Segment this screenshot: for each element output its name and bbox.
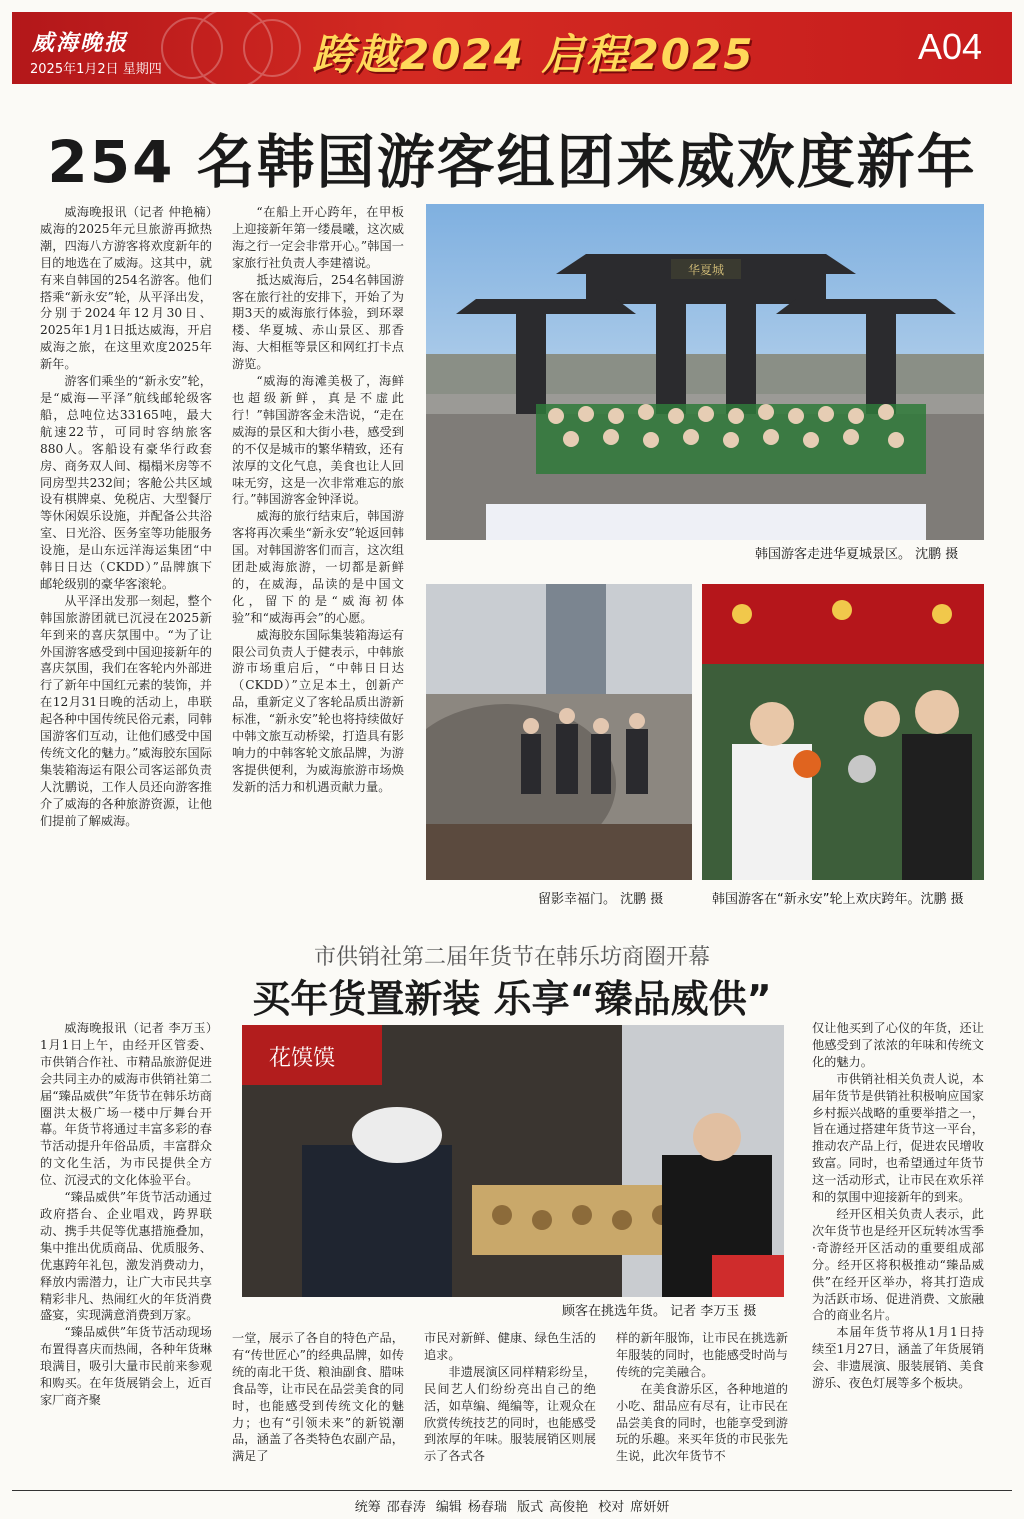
paragraph: 威海晚报讯（记者 李万玉）1月1日上午，由经开区管委、市供销合作社、市精品旅游促进会共同主办的威海市供销社第二届“臻品威供”年货节在韩乐坊商圈洪太极广场一楼中厅舞台开幕。年货节将通过丰富多彩的春节活动提升年俗品质，丰富群众的文化生活，为市民提供全方位、沉浸式的文化体验平台。 (40, 1021, 212, 1188)
paragraph: “臻品威供”年货节活动通过政府搭台、企业唱戏，跨界联动、携手共促等优惠措施叠加，集中推出优质商品、优质服务、优惠跨年礼包，激发消费动力，释放内需潜力，让广大市民共享精彩非凡、热闹红火的年货消费盛宴，实现满意消费到万家。 (40, 1190, 212, 1323)
layout-label: 版式 (517, 1500, 544, 1515)
photo3-caption: 韩国游客在“新永安”轮上欢庆跨年。沈鹏 摄 (712, 892, 964, 907)
photo-huaxia-gate (426, 204, 984, 540)
story2-column-5 (812, 1020, 984, 1392)
market-illustration (242, 1025, 784, 1297)
story2-photo-caption: 顾客在挑选年货。 记者 李万玉 摄 (562, 1304, 757, 1319)
paragraph: 一堂，展示了各自的特色产品，有“传世匠心”的经典品牌，如传统的南北干货、粮油副食、腊味食品等，让市民在品尝美食的同时，也能感受到传统文化的魅力；也有“引领未来”的新锐潮品，涵盖了各类特色农副产品，满足了 (232, 1331, 404, 1464)
story1-column-2 (232, 204, 404, 796)
paragraph: 威海胶东国际集装箱海运有限公司负责人于健表示，中韩旅游市场重启后，“中韩日日达（CKDD）”立足本土，创新产品，重新定义了客轮品质出游新标准，“新永安”轮也将持续做好中韩文旅互动桥梁，打造具有影响力的中韩客轮文旅品牌，为游客提供便利，为威海旅游市场焕发新的活力和机遇贡献力量。 (232, 627, 404, 794)
planner: 邵春涛 (386, 1500, 426, 1515)
layout-designer: 高俊艳 (549, 1500, 589, 1515)
paragraph: 市供销社相关负责人说，本届年货节是供销社积极响应国家乡村振兴战略的重要举措之一，旨在通过搭建年货节这一平台，推动农产品上行，促进农民增收致富。同时，也希望通过年货节这一活动形式，让市民在欢乐祥和的氛围中迎接新年的到来。 (812, 1071, 984, 1205)
story1-column-1 (40, 204, 212, 830)
footer-divider (12, 1490, 1012, 1491)
paragraph: “威海的海滩美极了，海鲜也超级新鲜，真是不虚此行！”韩国游客金未浩说，“走在威海的景区和大街小巷，感受到的不仅是城市的繁华精致，还有浓厚的文化气息，美食也让人回味无穷，这是一次非常难忘的旅行。”韩国游客金钟泽说。 (232, 374, 404, 507)
paragraph: “在船上开心跨年，在甲板上迎接新年第一缕晨曦，这次威海之行一定会非常开心。”韩国一家旅行社负责人李建禧说。 (232, 205, 404, 270)
photo-xingfu-gate (426, 584, 692, 880)
paragraph: 威海晚报讯（记者 仲艳楠）威海的2025年元旦旅游再掀热潮，四海八方游客将欢度新年的目的地选在了威海。这其中，就有来自韩国的254名游客。他们搭乘“新永安”轮，从平泽出发，分别于2024年12月30日、2025年1月1日抵达威海，开启威海之旅，在这里欢度2025年新年。 (40, 205, 212, 372)
proofreader: 席妍妍 (630, 1500, 670, 1515)
photo1-caption: 韩国游客走进华夏城景区。 沈鹏 摄 (755, 547, 959, 562)
xingfu-illustration (426, 584, 692, 880)
paragraph: 市民对新鲜、健康、绿色生活的追求。 (424, 1331, 596, 1362)
paragraph: 抵达威海后，254名韩国游客在旅行社的安排下，开始了为期3天的威海旅行体验，到环翠楼、华夏城、赤山景区、那香海、大相框等景区和网红打卡点游览。 (232, 272, 404, 372)
gate-illustration (426, 204, 984, 540)
paragraph: 仅让他买到了心仪的年货，还让他感受到了浓浓的年味和传统文化的魅力。 (812, 1021, 984, 1069)
page-number: A04 (917, 26, 982, 67)
paragraph: 威海的旅行结束后，韩国游客将再次乘坐“新永安”轮返回韩国。对韩国游客们而言，这次组团赴威海旅游，一切都是新鲜的，在威海，品读的是中国文化，留下的是“威海初体验”和“威海再会”的心愿。 (232, 509, 404, 625)
paragraph: “臻品威供”年货节活动现场布置得喜庆而热闹，各种年货琳琅满目，吸引大量市民前来参观和购买。在年货展销会上，近百家厂商齐聚 (40, 1325, 212, 1407)
paragraph: 本届年货节将从1月1日持续至1月27日，涵盖了年货展销会、非遗展演、服装展销、美食游乐、夜色灯展等多个板块。 (812, 1325, 984, 1391)
paragraph: 在美食游乐区，各种地道的小吃、甜品应有尽有，让市民在品尝美食的同时，也能享受到游玩的乐趣。来买年货的市民张先生说，此次年货节不 (616, 1381, 788, 1464)
story2-column-1 (40, 1020, 212, 1409)
story2-column-4 (616, 1330, 788, 1465)
newspaper-logo: 威海晚报 (32, 30, 129, 56)
paragraph: 游客们乘坐的“新永安”轮，是“威海—平泽”航线邮轮级客船，总吨位达33165吨，最大航速22节，可同时容纳旅客880人。客船设有豪华行政套房、商务双人间、榻榻米房等不同房型共232间；客舱公共区域设有棋牌桌、免税店、大型餐厅等休闲娱乐设施，并配备公共浴室、日光浴、医务室等功能服务设施，是山东远洋海运集团“中韩日日达（CKDD）”品牌旗下邮轮级别的豪华客滚轮。 (40, 374, 212, 591)
paragraph: 样的新年服饰，让市民在挑选新年服装的同时，也能感受时尚与传统的完美融合。 (616, 1331, 788, 1379)
gate-sign: 华夏城 (687, 263, 725, 277)
story1-headline: 254 名韩国游客组团来威欢度新年 (47, 128, 977, 196)
editor: 杨春瑞 (467, 1500, 507, 1515)
photo-new-year-goods (242, 1025, 784, 1297)
stall-sign: 花馍馍 (268, 1046, 336, 1071)
slogan: 跨越2024 启程2025 (312, 30, 755, 79)
planner-label: 统筹 (354, 1500, 381, 1515)
masthead-banner (12, 12, 1012, 84)
paragraph: 经开区相关负责人表示，此次年货节也是经开区玩转冰雪季·奇游经开区活动的重要组成部分。经开区将积极推动“臻品威供”在经开区举办，将其打造成为活跃市场、促进消费、文旅融合的商业名片。 (812, 1206, 984, 1323)
proof-label: 校对 (598, 1500, 625, 1515)
photo-ship-celebration (702, 584, 984, 880)
photo2-caption: 留影幸福门。 沈鹏 摄 (538, 892, 664, 907)
decorative-rings (152, 12, 312, 84)
story2-headline: 买年货置新装 乐享“臻品威供” (252, 977, 772, 1021)
story2-column-2 (232, 1330, 404, 1465)
paragraph: 非遗展演区同样精彩纷呈，民间艺人们纷纷亮出自己的绝活，如草编、绳编等，让观众在欣赏传统技艺的同时，也能感受到浓厚的年味。服装展销区则展示了各式各 (424, 1364, 596, 1464)
story2-column-3 (424, 1330, 596, 1465)
story2-subhead: 市供销社第二届年货节在韩乐坊商圈开幕 (313, 945, 710, 970)
ship-party-illustration (702, 584, 984, 880)
paragraph: 从平泽出发那一刻起，整个韩国旅游团就已沉浸在2025新年到来的喜庆氛围中。“为了让外国游客感受到中国迎接新年的喜庆氛围，我们在客轮内外部进行了新年中国红元素的装饰，并在12月31日晚的活动上，串联起各种中国传统民俗元素，同韩国游客们互动，让他们感受中国传统文化的魅力。”威海胶东国际集装箱海运有限公司客运部负责人沈鹏说，工作人员还向游客推介了威海的各种旅游资源，让他们提前了解威海。 (40, 593, 212, 828)
credits-footer (0, 1496, 1024, 1515)
editor-label: 编辑 (435, 1500, 462, 1515)
issue-date: 2025年1月2日 星期四 (30, 62, 162, 77)
